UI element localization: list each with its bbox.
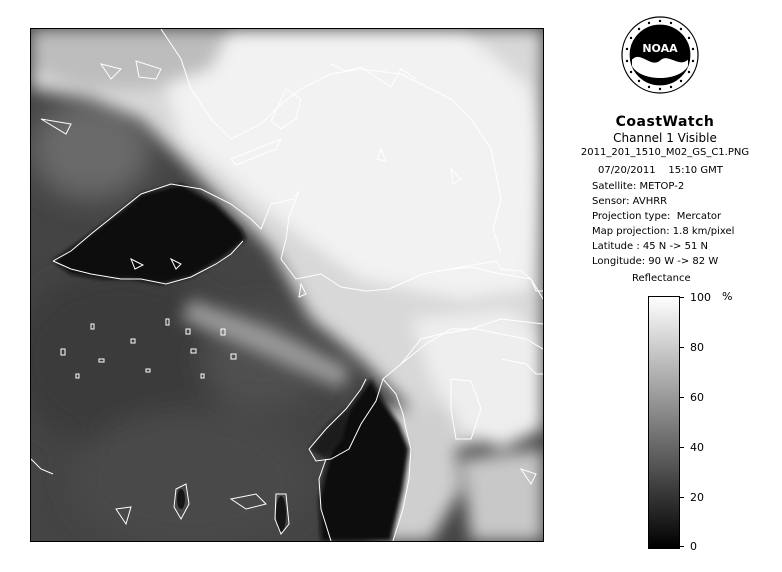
legend-tick-label: 0 — [690, 540, 697, 553]
satellite-label: Satellite: METOP-2 — [592, 181, 685, 192]
product-title: Channel 1 Visible — [613, 131, 717, 145]
sensor-label: Sensor: AVHRR — [592, 196, 668, 207]
legend-tick — [679, 447, 684, 448]
legend-tick — [679, 546, 684, 547]
reflectance-colorbar — [648, 296, 680, 549]
legend-tick — [679, 347, 684, 348]
legend-unit: % — [722, 290, 733, 303]
legend-tick-label: 80 — [690, 341, 704, 354]
legend-tick — [679, 397, 684, 398]
longitude-label: Longitude: 90 W -> 82 W — [592, 256, 719, 267]
legend-tick-label: 100 — [690, 291, 711, 304]
legend-tick-label: 20 — [690, 491, 704, 504]
legend-tick — [679, 297, 684, 298]
noaa-logo — [621, 16, 699, 94]
noaa-seal-icon — [621, 16, 699, 94]
image-filename: 2011_201_1510_M02_GS_C1.PNG — [580, 147, 750, 158]
legend-tick — [679, 497, 684, 498]
map-projection-label: Map projection: 1.8 km/pixel — [592, 226, 735, 237]
latitude-label: Latitude : 45 N -> 51 N — [592, 241, 708, 252]
map-svg — [31, 29, 543, 541]
satellite-map — [30, 28, 544, 542]
acquisition-datetime: 07/20/2011 15:10 GMT — [598, 165, 723, 176]
noaa-logo-text: NOAA — [642, 42, 678, 55]
projection-type-label: Projection type: Mercator — [592, 211, 722, 222]
app-title: CoastWatch — [615, 114, 715, 130]
legend-title: Reflectance — [632, 273, 691, 284]
legend-tick-label: 60 — [690, 391, 704, 404]
legend-tick-label: 40 — [690, 441, 704, 454]
